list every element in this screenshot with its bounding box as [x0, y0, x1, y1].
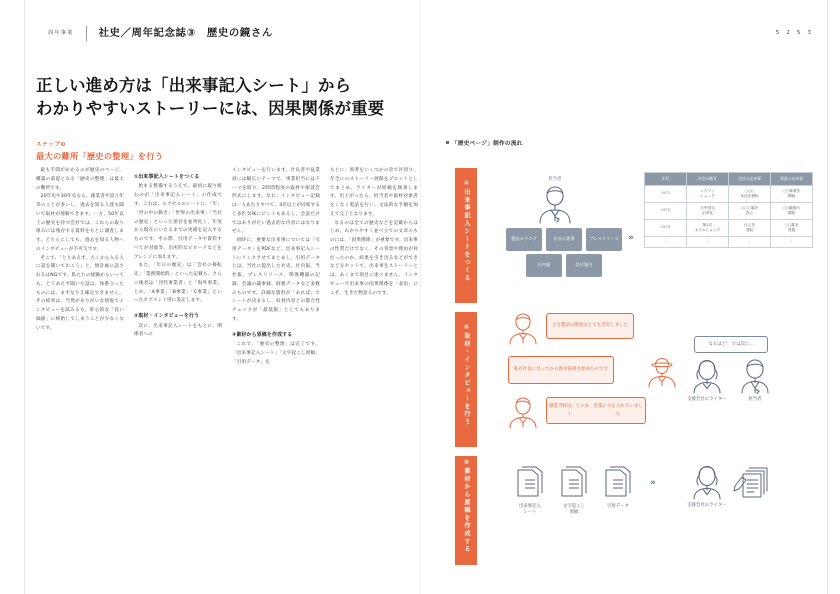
- document-label-line-2: 原稿: [569, 510, 579, 516]
- source-box-line-1: プレス: [589, 236, 602, 242]
- table-cell-line-1: 仕るを: [743, 222, 756, 227]
- document-label-line-2: シート: [523, 510, 537, 516]
- table-cell-line-1: ○○に: [744, 188, 755, 193]
- writer-icon: [688, 358, 726, 394]
- document-label-line-1: 引用データ: [607, 504, 629, 509]
- table-cell: [771, 219, 813, 236]
- right-edge-rule: [827, 0, 828, 594]
- body-paragraph: もとに、原著をいくつかの章で区切り、年全にのストーリー展開をプロットとしてまとめ、ライターが原稿を執筆します。出上がったら、担当者や取材対象者をくなく電話を行い、文法的な手順を加えて完了となります。: [330, 168, 418, 217]
- writer-speech-bubble: なるほど！ では次に…: [694, 336, 768, 353]
- source-box-company-profile: [566, 254, 602, 277]
- table-cell-line-1: 第1次: [702, 222, 713, 227]
- table-row: [645, 185, 813, 202]
- source-box-line-2: 案内: [584, 262, 593, 268]
- body-paragraph: これで、「歴史の整理」は完了です。「出来事記入シート」「文字起こし原稿」「引用データ」を: [232, 342, 320, 365]
- page-numbers: [776, 30, 818, 36]
- body-paragraph: また、「年日の歴史」は「会社の移転先」「業務開始時」といった記載も、さらに後者は「団代事業者」と「海外事業」とか、「A事業」「B事業」「C事業」といったセグメント別に設定します。: [134, 263, 222, 304]
- stage1-person-label: 担当者: [548, 177, 562, 182]
- headline-line-2: わかりやすいストーリーには、因果関係が重要: [36, 99, 385, 119]
- arrow-tip-icon: [455, 556, 477, 565]
- body-column-1: [36, 167, 124, 334]
- table-cell-line-2: 本社を移転: [740, 193, 759, 198]
- table-cell: [687, 202, 729, 219]
- table-cell-line-1: ○○工場を: [740, 205, 759, 210]
- table-cell-line-1: ○○事業を: [782, 188, 801, 193]
- table-cell-line-1: 1971: [660, 191, 671, 196]
- table-header-cell: 年代: [645, 173, 687, 186]
- table-continuation-cell: ⋮: [687, 236, 729, 247]
- body-subheading: ③素材から原稿を作成する: [232, 331, 293, 338]
- body-paragraph: インタビューを行います。社長者や従業員には幅広いテーマで、事業担当にはテーマを絞り、2時間程度の取材や座談会形式にします。なお、インタビュー記録は一人あたりすべて、3名以上が同席すると多忙気味にピントもあるし、会話だけではありがたい過去的な内容にはなりません。: [232, 168, 320, 235]
- table-cell: [687, 219, 729, 236]
- table-header-cell: 事業の出来事: [771, 173, 813, 186]
- page-number-right: 53: [796, 30, 818, 36]
- source-box-press-release: [586, 228, 622, 251]
- speech-bubble-line-1: 私が社長になってから: [513, 367, 559, 373]
- table-cell-line-2: ショック: [700, 193, 715, 198]
- table-cell-line-2: 正常化: [701, 210, 714, 215]
- table-body: [645, 185, 813, 247]
- table-continuation-row: [645, 236, 813, 247]
- document-label-line-1: 文字起こし: [563, 504, 585, 509]
- body-column-3: [232, 167, 320, 368]
- table-cell-line-1: ○○賞を: [784, 222, 799, 227]
- source-box-newsletter: [526, 254, 562, 277]
- body-column-4: [330, 167, 418, 298]
- source-box-catalog: [506, 228, 542, 251]
- speech-bubble-line-2: 営業に力を入れていました: [593, 404, 643, 417]
- diagram-title: [446, 139, 523, 147]
- table-cell-line-1: ニクソン: [700, 188, 715, 193]
- arrow-tip-icon: [455, 294, 477, 303]
- flow-step-2-label: ②取材・インタビューを行う: [463, 323, 470, 427]
- document-label-3: [592, 504, 644, 510]
- table-cell-line-1: 1972: [660, 208, 671, 213]
- staff-icon: [736, 358, 774, 394]
- table-cell-line-1: 日中国交: [700, 205, 715, 210]
- header-title: 社史／周年記念誌③ 歴史の鏡さん: [98, 27, 273, 40]
- table-cell-line-2: 発見: [745, 227, 754, 232]
- flow-step-1-arrow: [455, 168, 477, 303]
- document-icon-3: [604, 466, 632, 500]
- page-number-left: 52: [775, 30, 797, 36]
- table-cell: [729, 219, 771, 236]
- body-paragraph: 20年史や30年史なら、創業者や設立年等のことが多いし、過去を知る人達も聞いて取材が理解できます。一方、50年以上の歴史を持つ会社では、これらの取り組みには残存する資料をもとに調査します。どちらにしても、過去を知る人物へのインタビューが不可欠です。: [36, 194, 124, 252]
- left-edge-rule: [24, 0, 25, 594]
- source-box-book: [546, 228, 582, 251]
- source-box-line-1: 会社: [575, 262, 584, 268]
- speech-bubble-line-1: 創業当時は、とにかく: [549, 404, 590, 417]
- document-label-line-1: 出来事記入: [519, 504, 541, 509]
- document-icon-1: [516, 466, 544, 500]
- table-cell: [771, 202, 813, 219]
- table-continuation-cell: ⋮: [771, 236, 813, 247]
- interviewee-icon-3: [506, 396, 540, 429]
- speech-bubble-line-2: 新卒採用を始めたのです: [558, 367, 609, 373]
- table-header-cell: 社会の動き: [687, 173, 729, 186]
- body-subheading: ①出来事記入シートをつくる: [134, 174, 200, 180]
- body-paragraph: 最も手間がかかるのが歴史のページ。構築の前提となる「歴史の整理」は最大の難所です。: [36, 168, 124, 191]
- speech-bubble-3: [546, 397, 646, 424]
- table-continuation-cell: ⋮: [729, 236, 771, 247]
- table-cell: [729, 202, 771, 219]
- flow-step-3-label: ③素材から原稿を作成する: [463, 458, 470, 554]
- page-title: [36, 74, 384, 121]
- step-heading: 最大の難所「歴史の整理」を行う: [36, 151, 164, 161]
- source-box-line-2: 著書: [566, 236, 575, 242]
- interviewee-icon-1: [506, 312, 540, 345]
- speech-bubble-2: [508, 356, 614, 384]
- table-cell: [687, 185, 729, 202]
- flow-step-1-label: ①出来事記入シートをつくる: [463, 179, 470, 283]
- chevron-right-icon: »: [628, 233, 632, 243]
- writer-icon-2: [688, 464, 726, 500]
- body-column-2: [134, 167, 222, 340]
- manuscript-icon: [732, 466, 774, 500]
- table-cell: [645, 185, 687, 202]
- header-kicker: 周年事業: [48, 29, 74, 36]
- table-cell-line-2: オイルショック: [694, 227, 721, 232]
- body-subheading: ②取材・インタビューを行う: [134, 313, 200, 320]
- running-header: [48, 26, 273, 41]
- table-cell-line-2: 開始: [787, 193, 796, 198]
- document-icon-2: [560, 466, 588, 500]
- headline-line-1: 正しい進め方は「出来事記入シート」から: [36, 76, 352, 95]
- speech-bubble-1: [546, 313, 634, 339]
- table-cell-line-2: 開拓: [787, 210, 796, 215]
- speech-bubble-line-2: とても苦労しました: [587, 323, 629, 329]
- table-cell: [771, 185, 813, 202]
- square-bullet-icon: [446, 141, 449, 144]
- speech-bubble-line-1: 主力製品の開発は: [551, 323, 588, 329]
- source-box-line-1: 社長の: [553, 236, 567, 242]
- table-row: [645, 202, 813, 219]
- table-cell: [729, 185, 771, 202]
- source-box-line-1: 製品: [511, 236, 520, 242]
- person-icon: [534, 184, 576, 224]
- body-paragraph: 同時に、重要な出来事については「引用データ」をPDFなど、出来事記入シートにリンクさせてまとめし、引用データとは、当社に提出した社史、社内報、当社報、プレスリリース、関係機器の記録、会議の議事録、財務データなど多数のものです。詳細な資料が「あれば」でシートが決まるし、収材内容との都合性チェックが「最低限」としてもあります。: [232, 238, 320, 323]
- spine-rule: [420, 0, 421, 594]
- flow-step-2-arrow: [455, 312, 477, 447]
- source-box-line-1: 社内報: [537, 262, 551, 268]
- writer-label-2: 支援会社のライター: [687, 503, 727, 508]
- diagram-title-text: 「歴史ページ」制作の流れ: [452, 141, 523, 147]
- writer-label: 支援会社のライター: [687, 397, 727, 402]
- body-paragraph: 始まる整備するうえで、最初に取り組むのが「出来事記入シート」の作成です。これは、エクセルのシートに、「年」「世の中の動き」「世界の出来事」「当社の歴史」といった項目を並列化し、年度から現在にいたるまでの実績を記入するものです。その際、引用データや資料すべてが対象等、出所的なピビードなどをアレンジに加えます。: [134, 184, 222, 260]
- table-cell-line-1: ○○顧客や: [782, 205, 801, 210]
- table-cell-line-2: 受賞: [787, 227, 796, 232]
- flow-step-3-arrow: [455, 456, 477, 565]
- table-continuation-cell: ⋮: [645, 236, 687, 247]
- table-cell: [645, 219, 687, 236]
- table-cell-line-1: 1973: [660, 225, 671, 230]
- chevron-right-icon-2: »: [650, 478, 654, 488]
- body-paragraph: なるのは全ての歴史などを記載からはじめ、わかりやすく並べ立ての文章のものには、「因果関係」が重要です。出来事の性質だけでなく、その背景や理由が何だったのか、結果を引き出るなどができなどをセットで、出来事をストーリーとは、あくまで項目に述べません。インタビューで出来事の因果関係を「表出」にこそ、生きた物語るのです。: [330, 220, 418, 296]
- source-box-line-2: リリース: [601, 236, 619, 242]
- table-cell-line-2: 設立: [745, 210, 754, 215]
- staff-label: 担当者: [748, 397, 762, 402]
- body-paragraph: 次に、出来事記入シートをもとに、関係者への: [134, 323, 222, 338]
- arrow-tip-icon: [455, 438, 477, 447]
- source-box-line-2: カタログ: [519, 236, 537, 242]
- history-table: [644, 172, 813, 248]
- table-header-row: [645, 173, 813, 186]
- interviewee-icon-2: [644, 354, 680, 388]
- table-row: [645, 219, 813, 236]
- step-label: ステップ❸: [36, 142, 66, 148]
- table-cell: [645, 202, 687, 219]
- table-header-cell: 会社の出来事: [729, 173, 771, 186]
- body-paragraph: そこで、「とりあえず、古くから入る人に話を聞いておこう」と、無計画に話されるはNGです。私たちの経験からいっても、どうあえず聞いた話は、体系立ったものには、まずなりえ確定できません。その結果は、当然がありがいな情報でインタビューを試みるも、肝心的な「良い価値」に終始してしまうことが少なくないです。: [36, 255, 124, 331]
